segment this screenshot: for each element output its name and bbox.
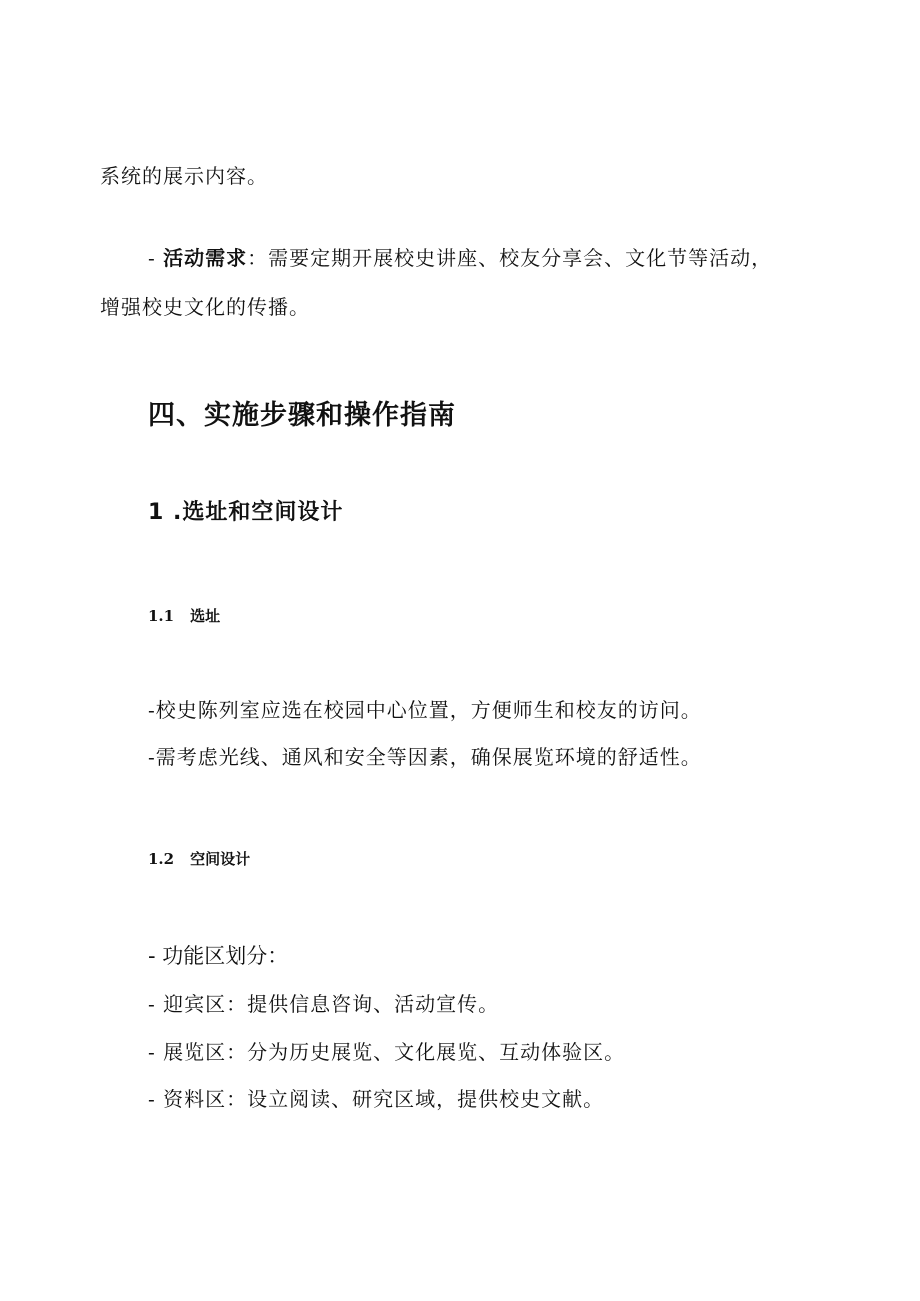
list-heading: - 功能区划分： <box>148 944 289 968</box>
activity-requirement-text: ：需要定期开展校史讲座、校友分享会、文化节等活动， <box>247 246 773 270</box>
section-number: 1.2 <box>148 850 175 868</box>
list-item: - 迎宾区：提供信息咨询、活动宣传。 <box>148 992 500 1016</box>
section-title: 选址 <box>190 607 221 625</box>
subsection-1-2-heading <box>148 848 250 869</box>
list-item: - 资料区：设立阅读、研究区域，提供校史文献。 <box>148 1087 605 1111</box>
section-number: 1.1 <box>148 607 175 625</box>
dash-marker: - <box>148 246 164 270</box>
subsection-heading: 1 .选址和空间设计 <box>148 500 344 525</box>
list-item: -校史陈列室应选在校园中心位置，方便师生和校友的访问。 <box>148 698 702 722</box>
paragraph-line: 系统的展示内容。 <box>100 164 268 188</box>
section-title: 空间设计 <box>190 850 251 868</box>
list-item: -需考虑光线、通风和安全等因素，确保展览环境的舒适性。 <box>148 745 702 769</box>
section-heading: 四、实施步骤和操作指南 <box>148 400 456 431</box>
paragraph-line: 增强校史文化的传播。 <box>100 295 310 319</box>
activity-requirement-label: 活动需求 <box>163 246 248 270</box>
list-item: - 展览区：分为历史展览、文化展览、互动体验区。 <box>148 1040 626 1064</box>
activity-requirement-line <box>148 242 772 271</box>
subsection-1-1-heading <box>148 605 220 626</box>
